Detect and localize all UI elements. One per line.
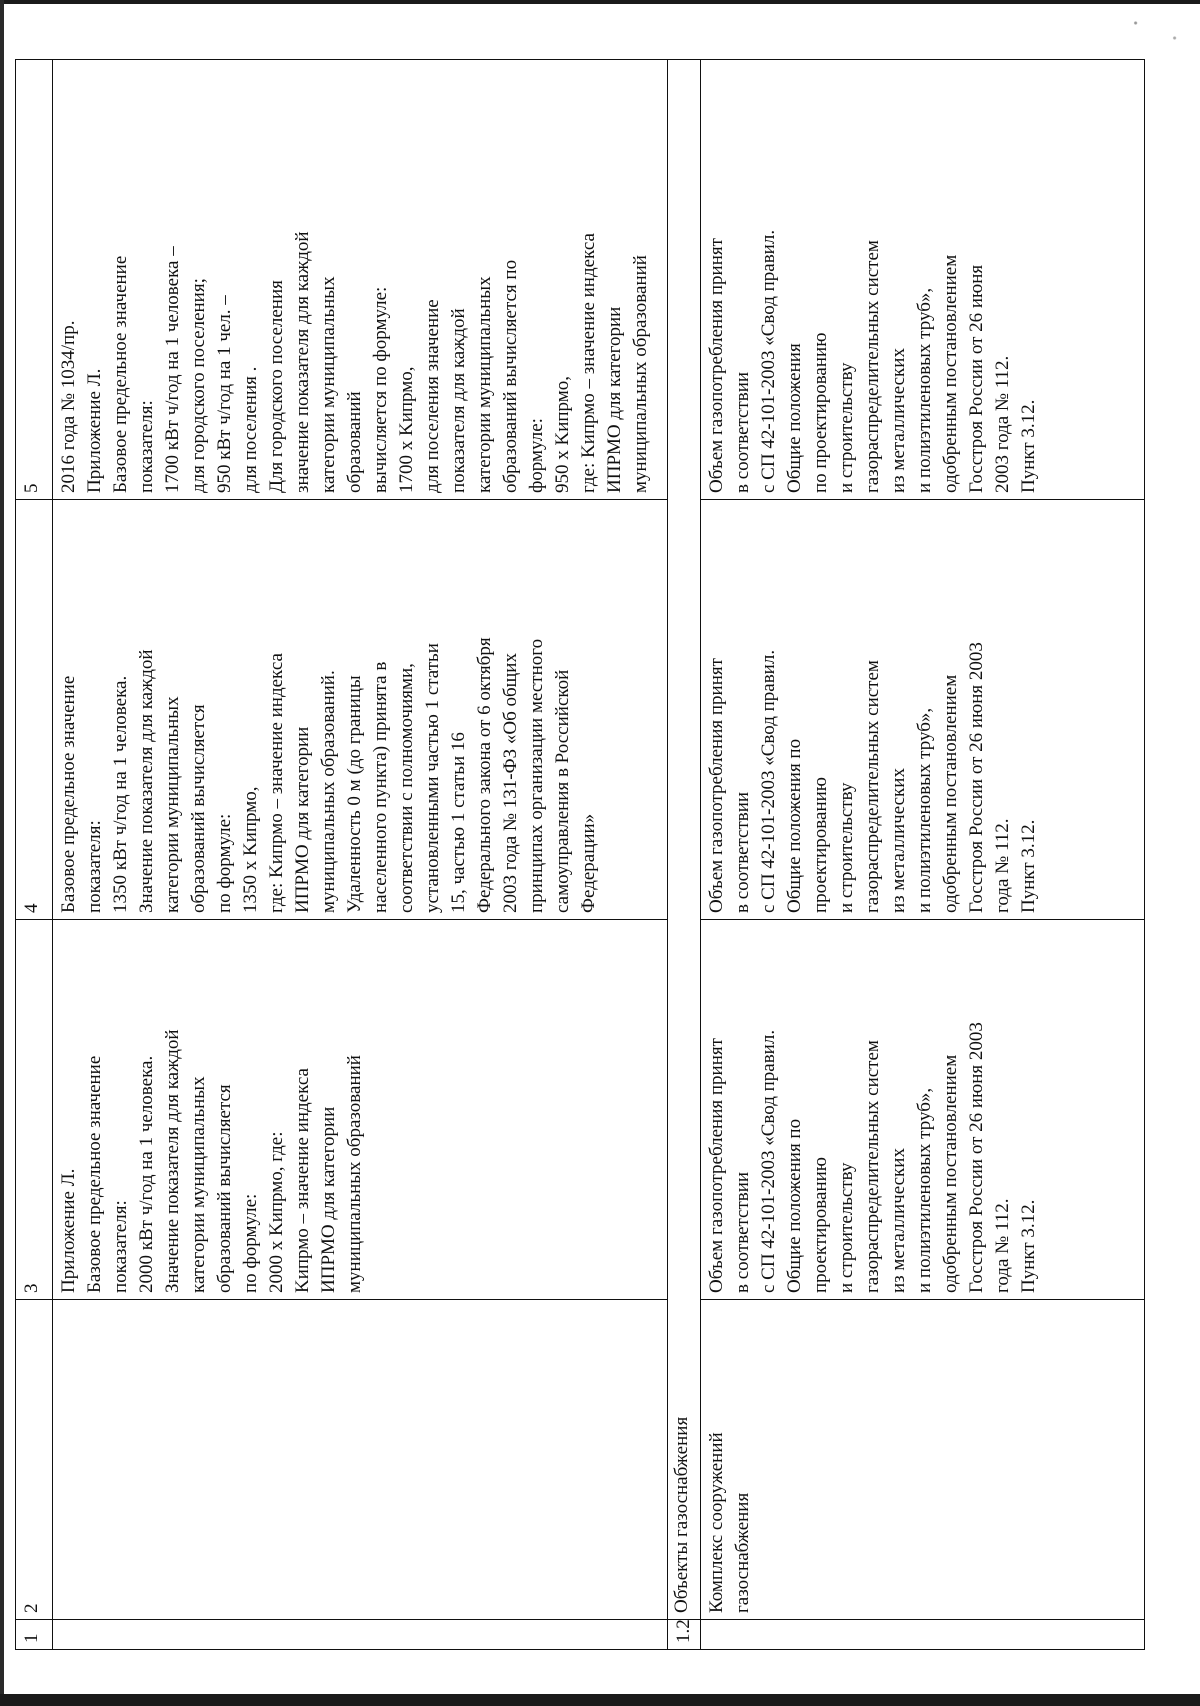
table-row: [701, 60, 1145, 1650]
row1-col5: 2016 года № 1034/пр. Приложение Л. Базовое предельное значение показателя: 1700 кВт ч/год на 1 человека – для городского поселения; 950 кВт ч/год на 1 чел. – для поселения . Для городского поселения значение показателя для каждой категории муниципальных образований вычисляется по формуле: 1700 х Kипрмо, для поселения значение показателя для каждой категории муниципальных образований вычисляется по формуле: 950 х Kипрмо, где: Kипрмо – значение индекса ИПРМО для категории муниципальных образований: [53, 60, 668, 500]
row2-col3: Объем газопотребления принят в соответствии с СП 42-101-2003 «Свод правил. Общие положения по проектированию и строительству газораспределительных систем из металлических и полиэтиленовых труб», одобренным постановлением Госстроя России от 26 июня 2003 года № 112. Пункт 3.12.: [701, 920, 1145, 1300]
row1-col2: [53, 1300, 668, 1620]
row2-col5: Объем газопотребления принят в соответствии с СП 42-101-2003 «Свод правил. Общие положения по проектированию и строительству газораспределительных систем из металлических и полиэтиленовых труб», одобренным постановлением Госстроя России от 26 июня 2003 года № 112. Пункт 3.12.: [701, 60, 1145, 500]
rotated-page: [15, 60, 1145, 1650]
row1-col3: Приложение Л. Базовое предельное значение показателя: 2000 кВт ч/год на 1 человека. Значение показателя для каждой категории муниципальных образований вычисляется по формуле: 2000 х Kипрмо, где: Kипрмо – значение индекса ИПРМО для категории муниципальных образований: [53, 920, 668, 1300]
scan-edge-left: [0, 0, 4, 1706]
row2-col4: Объем газопотребления принят в соответствии с СП 42-101-2003 «Свод правил. Общие положения по проектированию и строительству газораспределительных систем из металлических и полиэтиленовых труб», одобренным постановлением Госстроя России от 26 июня 2003 года № 112. Пункт 3.12.: [701, 500, 1145, 920]
row2-col1: [701, 1620, 1145, 1650]
header-col-4: 4: [16, 500, 53, 920]
scan-specks: [1120, 8, 1198, 58]
header-row: [16, 60, 53, 1650]
row2-col2: Комплекс сооружений газоснабжения: [701, 1300, 1145, 1620]
scan-edge-bottom: [0, 1694, 1200, 1706]
header-col-2: 2: [16, 1300, 53, 1620]
row1-col4: Базовое предельное значение показателя: 1350 кВт ч/год на 1 человека. Значение показателя для каждой категории муниципальных образований вычисляется по формуле: 1350 х Kипрмо, где: Kипрмо – значение индекса ИПРМО для категории муниципальных образований. Удаленность 0 м (до границы населенного пункта) принята в соответствии с полномочиями, установленными частью 1 статьи 15, частью 1 статьи 16 Федерального закона от 6 октября 2003 года № 131-ФЗ «Об общих принципах организации местного самоуправления в Российской Федерации»: [53, 500, 668, 920]
section-title: Объекты газоснабжения: [668, 60, 701, 1620]
header-col-1: 1: [16, 1620, 53, 1650]
header-col-3: 3: [16, 920, 53, 1300]
section-row: [668, 60, 701, 1650]
table-row: [53, 60, 668, 1650]
requirements-table: [15, 59, 1145, 1650]
header-col-5: 5: [16, 60, 53, 500]
row1-col1: [53, 1620, 668, 1650]
section-number: 1.2: [668, 1620, 701, 1650]
scan-edge-top: [0, 0, 1200, 4]
